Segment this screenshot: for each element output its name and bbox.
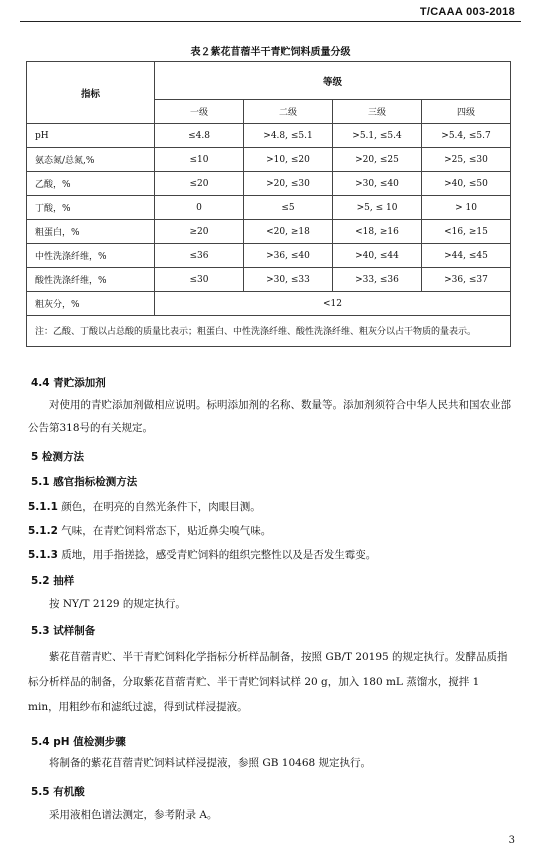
table-cell: <12	[155, 292, 511, 316]
section-title-5-1: 5.1 感官指标检测方法	[31, 476, 138, 488]
table-note-row	[27, 316, 511, 347]
table-cell: >36, ≤40	[244, 244, 333, 268]
row-label: 粗灰分，%	[27, 292, 155, 316]
table-cell: >5, ≤ 10	[333, 196, 422, 220]
table-cell: >36, ≤37	[422, 268, 511, 292]
quality-grade-table	[26, 61, 511, 347]
table-cell: >25, ≤30	[422, 148, 511, 172]
item-text: 颜色，在明亮的自然光条件下，肉眼目测。	[61, 501, 261, 513]
grade-3-header: 三级	[333, 100, 422, 124]
table-cell: >30, ≤33	[244, 268, 333, 292]
grade-4-header: 四级	[422, 100, 511, 124]
section-title-5-2: 5.2 抽样	[31, 575, 75, 587]
table-cell: ≤30	[155, 268, 244, 292]
table-cell: <16, ≥15	[422, 220, 511, 244]
doc-code: T/CAAA 003-2018	[419, 6, 515, 18]
table-row	[27, 124, 511, 148]
section-title-4-4: 4.4 青贮添加剂	[31, 377, 106, 389]
table-cell: >20, ≤25	[333, 148, 422, 172]
table-row	[27, 172, 511, 196]
item-5-1-1	[28, 499, 261, 514]
item-5-1-3	[28, 547, 376, 562]
section-title-5-4: 5.4 pH 值检测步骤	[31, 736, 126, 748]
table-cell: ≤36	[155, 244, 244, 268]
table-cell: >40, ≤50	[422, 172, 511, 196]
table-cell: ≤20	[155, 172, 244, 196]
table-row	[27, 196, 511, 220]
section-body-5-2: 按 NY/T 2129 的规定执行。	[49, 598, 186, 610]
header-rule	[20, 21, 521, 22]
table-cell: ≤4.8	[155, 124, 244, 148]
row-label: 丁酸，%	[27, 196, 155, 220]
row-label: 粗蛋白，%	[27, 220, 155, 244]
table-cell: ≥20	[155, 220, 244, 244]
table-cell: >44, ≤45	[422, 244, 511, 268]
table-cell: >5.1, ≤5.4	[333, 124, 422, 148]
page-number: 3	[508, 835, 515, 846]
item-text: 质地，用手指搓捻，感受青贮饲料的组织完整性以及是否发生霉变。	[61, 549, 377, 561]
section-title-5-3: 5.3 试样制备	[31, 625, 96, 637]
table-cell: <20, ≥18	[244, 220, 333, 244]
table-title: 表２紫花苜蓿半干青贮饲料质量分级	[190, 47, 351, 58]
section-title-5-5: 5.5 有机酸	[31, 786, 85, 798]
table-row	[27, 292, 511, 316]
table-note: 注：乙酸、丁酸以占总酸的质量比表示；粗蛋白、中性洗涤纤维、酸性洗涤纤维、粗灰分以占干物质的量表示。	[27, 316, 511, 347]
table-cell: >20, ≤30	[244, 172, 333, 196]
table-row	[27, 244, 511, 268]
table-row	[27, 220, 511, 244]
item-number: 5.1.2	[28, 525, 58, 537]
table-cell: ≤10	[155, 148, 244, 172]
section-body-5-3: 紫花苜蓿青贮、半干青贮饲料化学指标分析样品制备，按照 GB/T 20195 的规定执行。发酵品质指标分析样品的制备，分取紫花苜蓿青贮、半干青贮饲料试样 20 g，加入 180 mL 蒸馏水，搅拌 1 min，用粗纱布和滤纸过滤，得到试样浸提液。	[28, 651, 508, 713]
row-label: pH	[27, 124, 155, 148]
row-label: 酸性洗涤纤维，%	[27, 268, 155, 292]
table-cell: > 10	[422, 196, 511, 220]
item-number: 5.1.1	[28, 501, 58, 513]
section-body-5-4: 将制备的紫花苜蓿青贮饲料试样浸提液，参照 GB 10468 规定执行。	[49, 757, 372, 769]
item-text: 气味，在青贮饲料常态下，贴近鼻尖嗅气味。	[61, 525, 272, 537]
row-label: 氨态氮/总氮,%	[27, 148, 155, 172]
table-cell: ≤5	[244, 196, 333, 220]
section-body-4-4: 对使用的青贮添加剂做相应说明。标明添加剂的名称、数量等。添加剂须符合中华人民共和国农业部公告第318号的有关规定。	[28, 399, 511, 434]
table-cell: >10, ≤20	[244, 148, 333, 172]
table-cell: >5.4, ≤5.7	[422, 124, 511, 148]
grade-2-header: 二级	[244, 100, 333, 124]
item-5-1-2	[28, 523, 271, 538]
table-cell: >4.8, ≤5.1	[244, 124, 333, 148]
col-indicator-header: 指标	[27, 62, 155, 124]
item-number: 5.1.3	[28, 549, 58, 561]
row-label: 中性洗涤纤维，%	[27, 244, 155, 268]
section-title-5: 5 检测方法	[31, 451, 84, 463]
table-cell: 0	[155, 196, 244, 220]
table-cell: <18, ≥16	[333, 220, 422, 244]
table-cell: >33, ≤36	[333, 268, 422, 292]
table-row	[27, 148, 511, 172]
col-grade-header: 等级	[155, 62, 511, 100]
table-row	[27, 268, 511, 292]
grade-1-header: 一级	[155, 100, 244, 124]
table-cell: >30, ≤40	[333, 172, 422, 196]
table-cell: >40, ≤44	[333, 244, 422, 268]
section-body-5-5: 采用液相色谱法测定，参考附录 A。	[49, 809, 218, 821]
row-label: 乙酸，%	[27, 172, 155, 196]
